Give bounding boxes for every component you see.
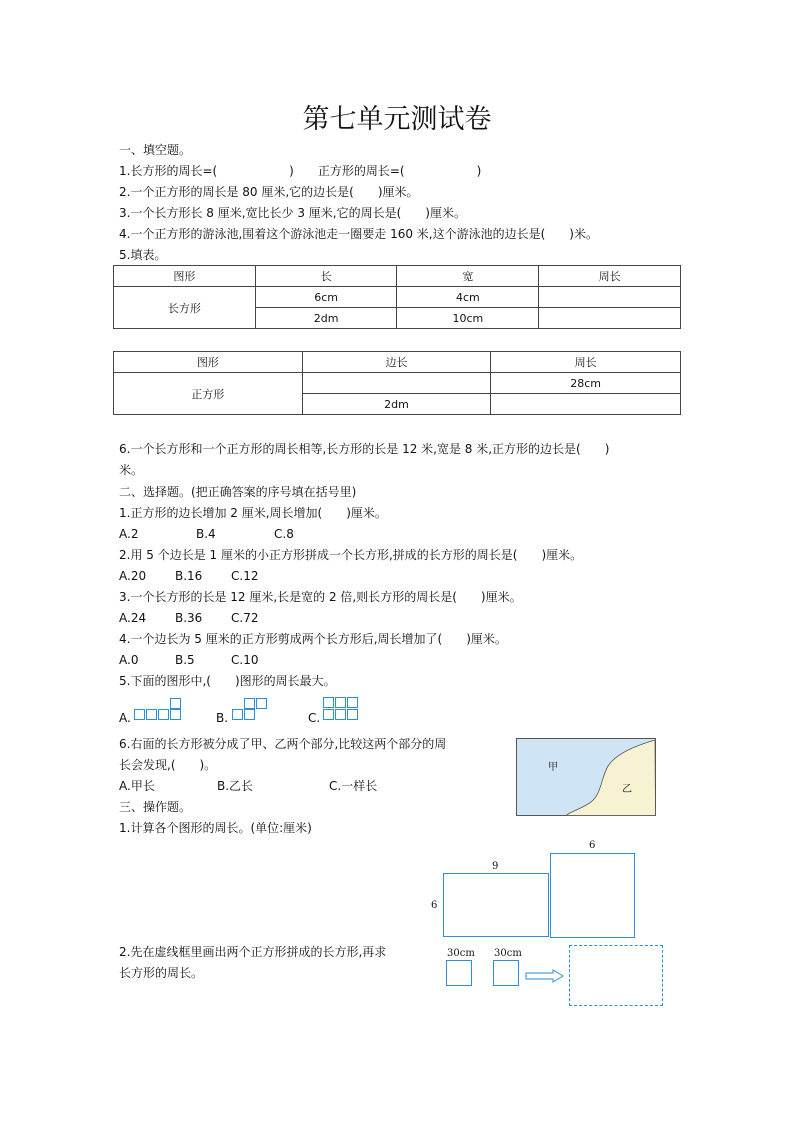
small-square-1-label: 30cm (447, 948, 475, 959)
shape-b-figure (232, 698, 272, 722)
fill-q6-line1: 6.一个长方形和一个正方形的周长相等,长方形的长是 12 米,宽是 8 米,正方形的边长是( ) (119, 442, 610, 456)
table-header: 图形 (114, 352, 303, 373)
choice-q1: 1.正方形的边长增加 2 厘米,周长增加( )厘米。 (119, 506, 387, 520)
shape-a-figure (134, 698, 184, 722)
fill-q4: 4.一个正方形的游泳池,围着这个游泳池走一圈要走 160 米,这个游泳池的边长是( )米。 (119, 227, 598, 241)
table-cell (491, 394, 681, 415)
choice-q4-option-a: A.0 (119, 653, 139, 667)
fill-q5: 5.填表。 (119, 248, 167, 262)
operation-q2-line1: 2.先在虚线框里画出两个正方形拼成的长方形,再求 (119, 945, 387, 959)
choice-q6-option-a: A.甲长 (119, 779, 155, 793)
drawing-area-dashed-box[interactable] (569, 945, 663, 1006)
table-cell (302, 373, 491, 394)
table-cell (539, 308, 681, 329)
table-header: 周长 (491, 352, 681, 373)
section-1-heading: 一、填空题。 (119, 143, 192, 157)
area-yi-label: 乙 (622, 784, 632, 795)
arrow-right-icon (525, 968, 565, 982)
table-cell (539, 287, 681, 308)
split-rectangle-figure (516, 738, 656, 816)
choice-q6-line1: 6.右面的长方形被分成了甲、乙两个部分,比较这两个部分的周 (119, 737, 447, 751)
page-title: 第七单元测试卷 (302, 104, 492, 135)
fill-q1: 1.长方形的周长=( ) 正方形的周长=( ) (119, 164, 482, 178)
rect-left-label: 6 (431, 900, 438, 911)
choice-q6-option-b: B.乙长 (217, 779, 254, 793)
choice-q5: 5.下面的图形中,( )图形的周长最大。 (119, 674, 336, 688)
table-cell: 28cm (491, 373, 681, 394)
fill-q6-line2: 米。 (119, 463, 144, 477)
choice-q6-option-c: C.一样长 (329, 779, 378, 793)
choice-q3-option-a: A.24 (119, 611, 147, 625)
choice-q6-line2: 长会发现,( )。 (119, 758, 217, 772)
choice-q3-option-b: B.36 (175, 611, 203, 625)
table-header: 边长 (302, 352, 491, 373)
table-cell: 2dm (302, 394, 491, 415)
small-square-1 (446, 960, 472, 986)
table-cell-shape: 长方形 (114, 287, 256, 329)
table-cell: 2dm (255, 308, 397, 329)
choice-q5-option-c: C. (308, 711, 321, 725)
square-table (113, 351, 681, 415)
fill-q3: 3.一个长方形长 8 厘米,宽比长少 3 厘米,它的周长是( )厘米。 (119, 206, 466, 220)
choice-q3: 3.一个长方形的长是 12 厘米,长是宽的 2 倍,则长方形的周长是( )厘米。 (119, 590, 522, 604)
operation-q2-line2: 长方形的周长。 (119, 966, 204, 980)
table-header: 长 (255, 266, 397, 287)
choice-q4: 4.一个边长为 5 厘米的正方形剪成两个长方形后,周长增加了( )厘米。 (119, 632, 507, 646)
rectangle-figure (443, 873, 549, 937)
small-square-2 (493, 960, 519, 986)
table-cell: 10cm (397, 308, 539, 329)
section-3-heading: 三、操作题。 (119, 800, 192, 814)
choice-q1-option-a: A.2 (119, 527, 139, 541)
section-2-heading: 二、选择题。(把正确答案的序号填在括号里) (119, 485, 357, 499)
choice-q5-option-b: B. (216, 711, 229, 725)
choice-q1-option-b: B.4 (196, 527, 216, 541)
choice-q2-option-c: C.12 (231, 569, 259, 583)
square-label: 6 (589, 840, 596, 851)
choice-q4-option-c: C.10 (231, 653, 259, 667)
choice-q1-option-c: C.8 (274, 527, 294, 541)
small-square-2-label: 30cm (494, 948, 522, 959)
table-cell: 6cm (255, 287, 397, 308)
operation-q1: 1.计算各个图形的周长。(单位:厘米) (119, 821, 312, 835)
square-figure (550, 853, 635, 938)
table-cell-shape: 正方形 (114, 373, 303, 415)
area-jia-label: 甲 (548, 762, 558, 773)
shape-c-figure (323, 697, 361, 723)
choice-q2-option-b: B.16 (175, 569, 203, 583)
choice-q3-option-c: C.72 (231, 611, 259, 625)
choice-q2-option-a: A.20 (119, 569, 147, 583)
rectangle-table (113, 265, 681, 329)
rect-top-label: 9 (492, 861, 499, 872)
table-header: 图形 (114, 266, 256, 287)
choice-q5-option-a: A. (119, 711, 131, 725)
fill-q2: 2.一个正方形的周长是 80 厘米,它的边长是( )厘米。 (119, 185, 419, 199)
table-header: 宽 (397, 266, 539, 287)
table-header: 周长 (539, 266, 681, 287)
table-cell: 4cm (397, 287, 539, 308)
choice-q2: 2.用 5 个边长是 1 厘米的小正方形拼成一个长方形,拼成的长方形的周长是( )厘米。 (119, 548, 583, 562)
choice-q4-option-b: B.5 (175, 653, 195, 667)
